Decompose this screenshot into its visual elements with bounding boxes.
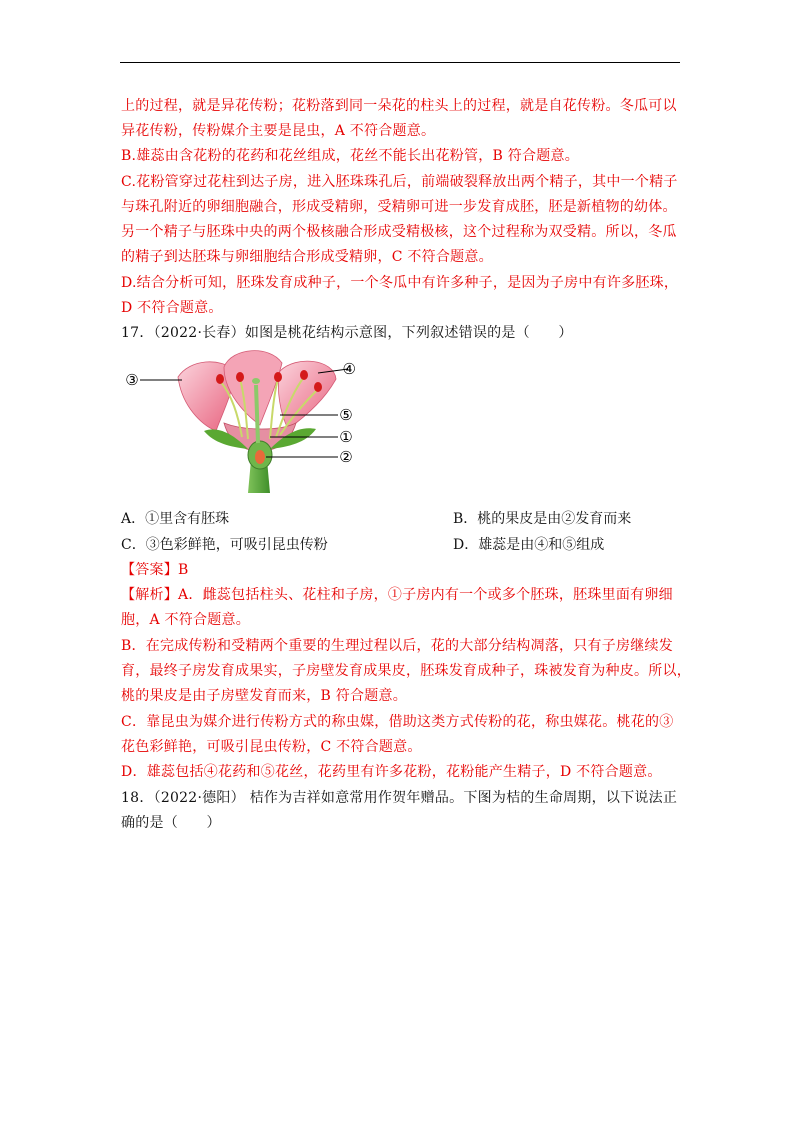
question-17-stem: 17．（2022·长春）如图是桃花结构示意图，下列叙述错误的是（ ）: [121, 325, 573, 341]
explanation-line: 的精子到达胚珠与卵细胞结合形成受精卵，C 不符合题意。: [121, 249, 493, 265]
analysis-line: D．雄蕊包括④花药和⑤花丝，花药里有许多花粉，花粉能产生精子，D 不符合题意。: [121, 764, 662, 780]
analysis-line: 桃的果皮是由子房壁发育而来，B 符合题意。: [121, 688, 407, 704]
label-1: ①: [339, 428, 353, 446]
option-a: A．①里含有胚珠: [121, 511, 230, 527]
option-b: B．桃的果皮是由②发育而来: [453, 511, 632, 527]
label-4: ④: [342, 360, 356, 378]
label-2: ②: [339, 448, 353, 466]
explanation-line: D 不符合题意。: [121, 300, 223, 316]
explanation-line: B.雄蕊由含花粉的花药和花丝组成，花丝不能长出花粉管，B 符合题意。: [121, 148, 579, 164]
option-c: C．③色彩鲜艳，可吸引昆虫传粉: [121, 537, 328, 553]
peach-flower-figure: [120, 345, 360, 495]
label-5: ⑤: [339, 406, 353, 424]
header-rule: [120, 62, 680, 63]
analysis-line: 【解析】A．雌蕊包括柱头、花柱和子房，①子房内有一个或多个胚珠，胚珠里面有卵细: [121, 587, 673, 603]
analysis-line: 胞，A 不符合题意。: [121, 612, 251, 628]
analysis-line: B．在完成传粉和受精两个重要的生理过程以后，花的大部分结构凋落，只有子房继续发: [121, 638, 674, 654]
explanation-line: 另一个精子与胚珠中央的两个极核融合形成受精极核，这个过程称为双受精。所以，冬瓜: [121, 224, 677, 240]
question-18-stem: 确的是（ ）: [121, 815, 221, 831]
analysis-line: 育，最终子房发育成果实，子房壁发育成果皮，胚珠发育成种子，珠被发育为种皮。所以，: [121, 663, 691, 679]
explanation-line: 上的过程，就是异花传粉；花粉落到同一朵花的柱头上的过程，就是自花传粉。冬瓜可以: [121, 98, 677, 114]
label-3: ③: [125, 371, 139, 389]
explanation-line: C.花粉管穿过花柱到达子房，进入胚珠珠孔后，前端破裂释放出两个精子，其中一个精子: [121, 174, 678, 190]
option-d: D．雄蕊是由④和⑤组成: [453, 537, 605, 553]
analysis-line: C．靠昆虫为媒介进行传粉方式的称虫媒，借助这类方式传粉的花，称虫媒花。桃花的③: [121, 714, 674, 730]
explanation-line: 与珠孔附近的卵细胞融合，形成受精卵，受精卵可进一步发育成胚，胚是新植物的幼体。: [121, 199, 677, 215]
question-18-stem: 18．（2022·德阳） 桔作为吉祥如意常用作贺年赠品。下图为桔的生命周期，以下说法正: [121, 790, 678, 806]
answer-label: 【答案】B: [121, 562, 189, 578]
explanation-line: 异花传粉，传粉媒介主要是昆虫，A 不符合题意。: [121, 123, 436, 139]
explanation-line: D.结合分析可知，胚珠发育成种子，一个冬瓜中有许多种子，是因为子房中有许多胚珠，: [121, 275, 679, 291]
analysis-line: 花色彩鲜艳，可吸引昆虫传粉，C 不符合题意。: [121, 739, 422, 755]
